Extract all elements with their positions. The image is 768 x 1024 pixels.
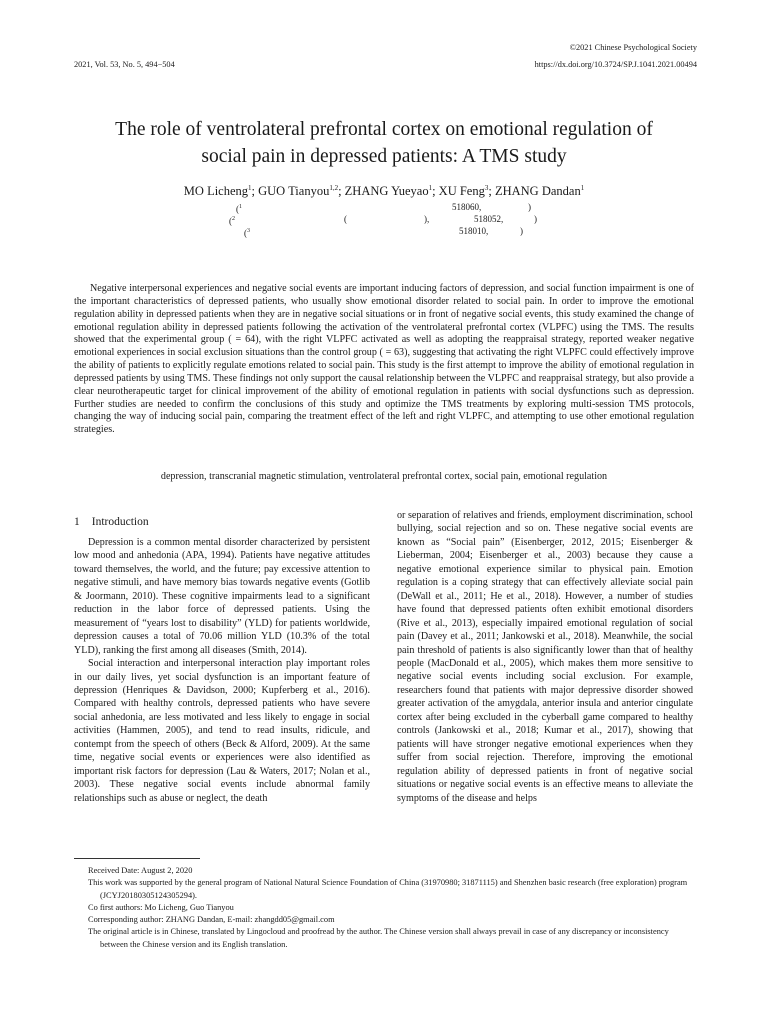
section-title: Introduction (91, 516, 149, 528)
affiliation-marker: 1 (239, 204, 242, 210)
title-line-2: social pain in depressed patients: A TMS study (201, 146, 567, 167)
affiliation-2-open (229, 214, 235, 227)
section-number: 1 (74, 516, 80, 528)
affiliation-2-code: 518052, (474, 214, 504, 224)
article-title (60, 116, 708, 170)
section-heading (74, 516, 149, 528)
affiliation-1-open (236, 202, 242, 215)
right-column (397, 509, 693, 805)
abstract: Negative interpersonal experiences and negative social events are important inducing factors of depression, and social function impairment is one of the important characteristics of depressed patients, who usually show emotional disorder related to social pain. In order to improve the emotional regulation ability in depressed patients when they are in negative social situations or in front of negative social events, this study examined the change of emotional regulation ability in depressed patients following the activation of the ventrolateral prefrontal cortex (VLPFC) using the TMS. The results showed that the experimental group ( = 64), with the right VLPFC activated as well as adopting the reappraisal strategy, reported weaker negative emotional experiences in social exclusion situations than the control group ( = 63), suggesting that activating the right VLPFC could effectively improve the ability of patients to explicitly regulate emotions related to social pain. This study is the first attempt to improve the ability of emotional regulation in depressed patients by using TMS. These findings not only support the causal relationship between the VLPFC and reappraisal strategy, but also provide a clear neurotherapeutic target for clinical improvement of the ability of emotional regulation in patients with social dysfunctions such as depression. Further studies are needed to confirm the conclusions of this study and optimize the TMS treatments by exploring multi-session TMS protocols, changing the way of inducing social pain, comparing the treatment effect of the left and right VLPFC, and attempting to use other emotional regulation strategies. (74, 283, 694, 436)
affiliation-2-mid2: ), (424, 214, 430, 224)
footnote-funding: This work was supported by the general program of National Natural Science Foundation of China (31970980; 31871115) and Shenzhen basic research (free exploration) program (JCYJ20180305124305294). (88, 878, 688, 900)
paragraph: Depression is a common mental disorder characterized by persistent low mood and anhedonia (APA, 1994). Patients have negative attitudes toward themselves, the world, and the future; pay excessive attention to negative stimuli, and have memory bias towards negative events (Gotlib & Joormann, 2010). These cognitive impairments lead to a significant reduction in the labor force of depressed patients. Using the measurement of “years lost to disability” (YLD) for patients worldwide, depression causes a total of 70.06 million YLD (10.3% of the total YLD), ranking the first among all diseases (Smith, 2014). (74, 537, 370, 656)
paren: ( (229, 216, 232, 226)
affiliation-marker: 1 (248, 184, 252, 192)
footnote-received: Received Date: August 2, 2020 (88, 866, 193, 875)
footnote-cofirst: Co first authors: Mo Licheng, Guo Tianyou (88, 902, 234, 912)
doi-link[interactable]: https://dx.doi.org/10.3724/SP.J.1041.2021.00494 (534, 60, 697, 69)
author-name: ; ZHANG Dandan (488, 184, 581, 199)
affiliation-marker: 1 (580, 184, 585, 192)
affiliation-marker: 3 (484, 184, 489, 192)
author-name: MO Licheng (183, 184, 249, 199)
footnote-corresponding: Corresponding author: ZHANG Dandan, E-mail: zhangdd05@gmail.com (88, 915, 335, 925)
author-list (60, 180, 708, 199)
affiliation-1-close: ) (528, 202, 531, 212)
affiliation-1-code: 518060, (452, 202, 482, 212)
affiliation-marker: 2 (232, 216, 235, 222)
affiliation-3-open (244, 226, 250, 239)
paragraph: Social interaction and interpersonal interaction play important roles in our daily lives, yet social dysfunction is an important feature of depression (Henriques & Davidson, 2000; Kupferberg et al., 2016). Compared with healthy controls, depressed patients who have severe social anhedonia, are less motivated and less likely to engage in social activities (Hammen, 2005), and tend to read insults, ridicule, and contempt from the speech of others (Beck & Alford, 2009). At the same time, negative social events or experiences were also identified as important risk factors for depression (Lau & Waters, 2017; Nolan et al., 2003). These negative social events include abnormal family relationships such as abuse or neglect, the death (74, 658, 370, 804)
affiliation-2-mid1: ( (344, 214, 347, 224)
affiliation-marker: 1,2 (329, 184, 339, 192)
affiliation-3-close: ) (520, 226, 523, 236)
citation-line: 2021, Vol. 53, No. 5, 494−504 (74, 60, 175, 69)
author-name: ; GUO Tianyou (251, 184, 330, 199)
footnotes (88, 865, 698, 951)
footnote-translation: The original article is in Chinese, translated by Lingocloud and proofread by the author. The Chinese version shall always prevail in case of any discrepancy or inconsistency between the Chinese version and its English translation. (88, 927, 669, 949)
title-line-1: The role of ventrolateral prefrontal cortex on emotional regulation of (115, 119, 653, 140)
footnote-divider (74, 858, 200, 859)
left-column (74, 536, 370, 805)
keywords: depression, transcranial magnetic stimulation, ventrolateral prefrontal cortex, social pain, emotional regulation (160, 471, 608, 482)
copyright-line: ©2021 Chinese Psychological Society (569, 43, 697, 52)
paren: ( (236, 204, 239, 214)
author-name: ; XU Feng (432, 184, 485, 199)
author-name: ; ZHANG Yueyao (338, 184, 429, 199)
paragraph: or separation of relatives and friends, employment discrimination, school bullying, social rejection and so on. These negative social events are known as “Social pain” (Eisenberger, 2012, 2015; Eisenberger & Lieberman, 2004; Eisenberger et al., 2003) because they cause a negative emotional experience similar to physical pain. Emotion regulation is a coping strategy that can effectively alleviate social pain (DeWall et al., 2011; He et al., 2018). However, a number of studies have found that depressed patients often exhibit emotional disorders (Rive et al., 2013), especially impaired emotional regulation of social pain (Davey et al., 2011; Jankowski et al., 2018). Meanwhile, the social pain threshold of patients is also significantly lower than that of healthy people (MacDonald et al., 2005), which makes them more sensitive to negative social events including social exclusion. For example, researchers found that patients with major depressive disorder showed greater activation of the amygdala, anterior insula and anterior cingulate cortex after being excluded in the cyberball game compared to healthy controls (Jankowski et al., 2018; Kumar et al., 2017), showing that patients will have stronger negative emotional experiences when they suffer from social rejection. Therefore, improving the emotional regulation ability of depressed patients in front of negative social situations or negative social events is an effective means to alleviate the symptoms of the disease and helps (397, 510, 693, 804)
affiliation-3-code: 518010, (459, 226, 489, 236)
paren: ( (244, 228, 247, 238)
affiliation-marker: 1 (428, 184, 433, 192)
affiliation-marker: 3 (247, 228, 250, 234)
affiliation-2-close: ) (534, 214, 537, 224)
